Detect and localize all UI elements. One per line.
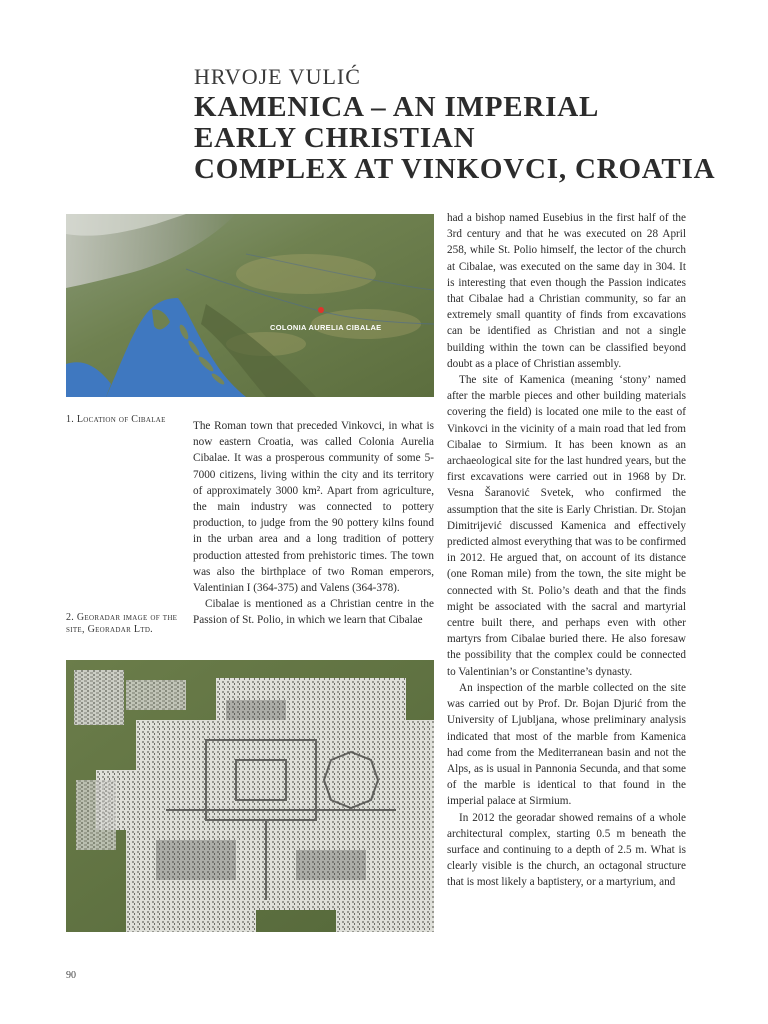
article-title <box>194 92 715 185</box>
figure-caption-2: 2. Georadar image of the site, Georadar Ltd. <box>66 612 178 635</box>
location-marker-icon <box>318 307 324 313</box>
title-line: COMPLEX AT VINKOVCI, CROATIA <box>194 153 716 185</box>
title-line: EARLY CHRISTIAN <box>194 122 476 154</box>
author-name: HRVOJE VULIĆ <box>194 64 361 89</box>
text-column-right <box>447 210 686 891</box>
paragraph: had a bishop named Eusebius in the first half of the 3rd century and that he was executed on 28 April 258, while St. Polio himself, the lector of the church at Cibalae, was executed on the same day in 304. It is interesting that even though the Passion indicates that Cibalae had a Christian community, so far an extremely small quantity of finds from excavations can be identified as Christian and not a single building within the town can be classified beyond doubt as a place of Christian assembly. <box>447 212 686 370</box>
location-map-image <box>66 214 434 397</box>
paragraph: The Roman town that preceded Vinkovci, in what is now eastern Croatia, was called Colonia Aurelia Cibalae. It was a prosperous community of some 5-7000 citizens, living within the city and its territory of approximately 3000 km². Apart from agriculture, the main industry was connected to pottery production, to judge from the 90 pottery kilns found in the urban area and a long tradition of pottery production attested from prehistoric times. The town was also the birthplace of two Roman emperors, Valentinian I (364-375) and Valens (364-378). <box>193 420 434 595</box>
page-number: 90 <box>66 970 76 981</box>
paragraph: The site of Kamenica (meaning ‘stony’ named after the marble pieces and other building materials covering the field) is located one mile to the east of Vinkovci in the vicinity of a main road that led from Cibalae to Sirmium. It has been known as an archaeological site for the last hundred years, but the first excavations were carried out in 1968 by Dr. Vesna Šaranović Svetek, who confirmed the assumption that the site is Early Christian. Dr. Stojan Dimitrijević discussed Kamenica and effectively predicted almost everything that was to be confirmed in 2012. He argued that, on account of its distance (one Roman mile) from the town, the site might be connected with St. Polio’s death and that the finds might be associated with the sacral and martyrial centre built there, and perhaps even with other martyrs from Cibalae buried there. He also foresaw the possibility that the complex could be connected to Valentinian’s or Constantine’s dynasty. <box>447 374 686 678</box>
paragraph: In 2012 the georadar showed remains of a whole architectural complex, starting 0.5 m beneath the surface and continuing to a depth of 2.5 m. What is clearly visible is the church, an octagonal structure that is most likely a baptistery, or a martyrium, and <box>447 811 686 889</box>
text-column-middle <box>193 418 434 629</box>
paragraph: Cibalae is mentioned as a Christian centre in the Passion of St. Polio, in which we learn that Cibalae <box>193 598 434 627</box>
georadar-image <box>66 660 434 932</box>
figure-caption-1: 1. Location of Cibalae <box>66 414 166 425</box>
paragraph: An inspection of the marble collected on the site was carried out by Prof. Dr. Bojan Djurić from the University of Ljubljana, whose preliminary analysis indicated that most of the marble from Kamenica had come from the Mediterranean basin and not the Alps, as is usual in Pannonia Secunda, and that some of the marble is identical to that found in the imperial palace at Sirmium. <box>447 681 686 808</box>
title-line: KAMENICA – AN IMPERIAL <box>194 91 600 123</box>
map-label: COLONIA AURELIA CIBALAE <box>270 323 382 332</box>
